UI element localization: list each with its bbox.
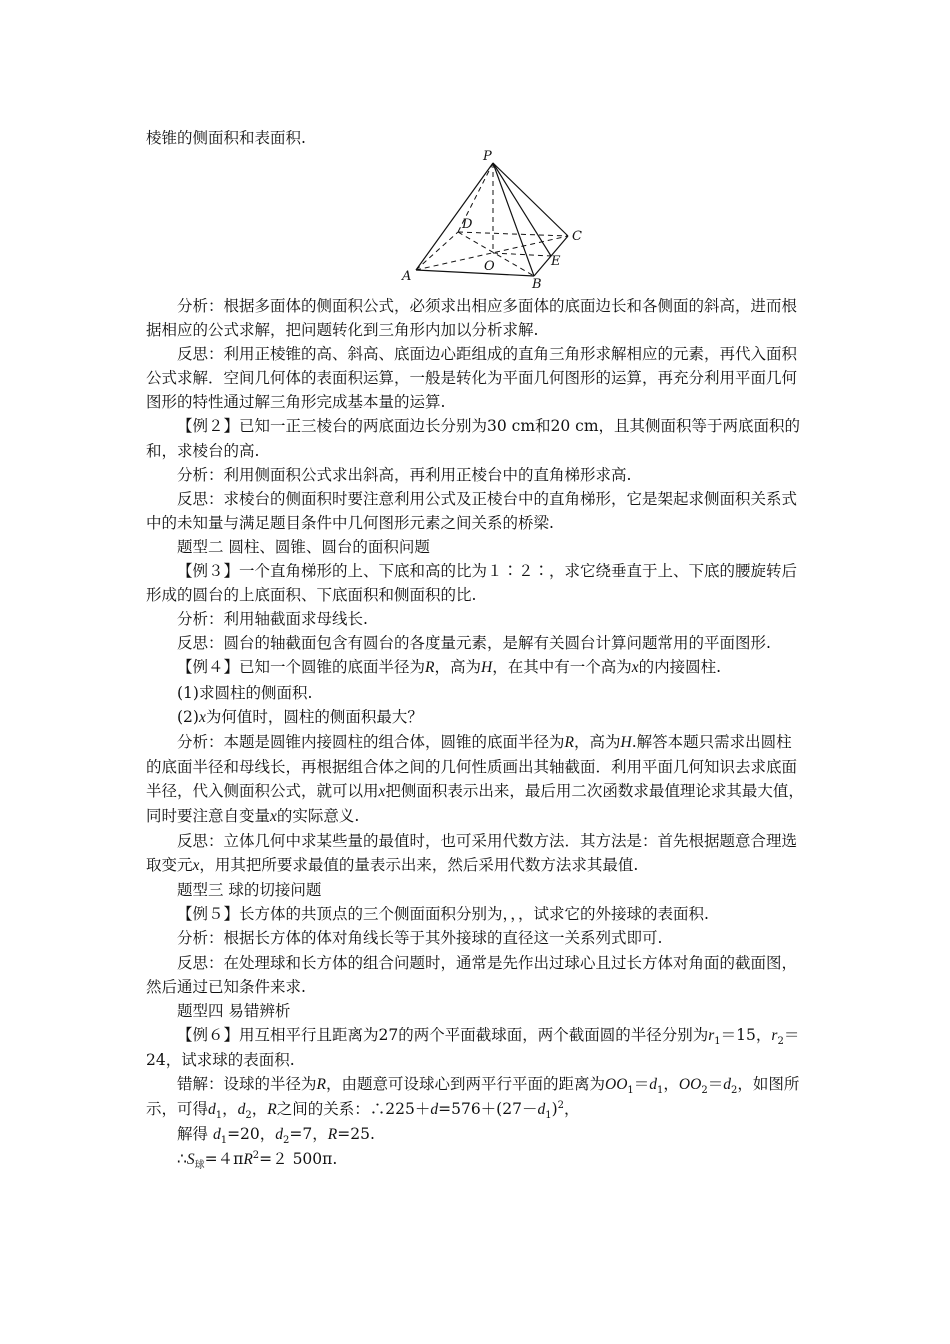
- edge-AD: [416, 232, 458, 270]
- edge-PC: [493, 163, 568, 236]
- label-B: B: [532, 277, 542, 289]
- paragraph-analysis-4: 分析：本题是圆锥内接圆柱的组合体，圆锥的底面半径为R，高为H.解答本题只需求出圆柱的底面半径和母线长，再根据组合体之间的几何性质画出其轴截面．利用平面几何知识去求底面半径，代入侧面积公式，就可以用x把侧面积表示出来，最后用二次函数求最值理论求其最大值，同时要注意自变量x的实际意义.: [146, 732, 804, 825]
- paragraph-analysis-3: 分析：利用轴截面求母线长.: [177, 610, 368, 629]
- paragraph-question-2: (2)x为何值时，圆柱的侧面积最大？: [177, 707, 423, 726]
- section-heading-type-4: 题型四 易错辨析: [177, 1001, 291, 1020]
- paragraph-reflection-3: 反思：圆台的轴截面包含有圆台的各度量元素，是解有关圆台计算问题常用的平面图形.: [177, 634, 771, 653]
- label-O: O: [484, 259, 495, 274]
- paragraph-reflection-5: 反思：在处理球和长方体的组合问题时，通常是先作出过球心且过长方体对角面的截面图，然后通过已知条件来求.: [146, 953, 798, 996]
- paragraph-example-3: 【例３】一个直角梯形的上、下底和高的比为１∶２∶，求它绕垂直于上、下底的腰旋转后形成的圆台的上底面积、下底面积和侧面积的比.: [146, 562, 798, 605]
- paragraph-analysis-5: 分析：根据长方体的体对角线长等于其外接球的直径这一关系列式即可.: [177, 929, 663, 948]
- paragraph-example-6: 【例６】用互相平行且距离为27的两个平面截球面，两个截面圆的半径分别为$r_1=15$，$r_2=24$，试求球的表面积.: [146, 1025, 800, 1069]
- intro-line: 棱锥的侧面积和表面积.: [146, 129, 306, 147]
- pyramid-figure: [396, 144, 596, 289]
- label-P: P: [483, 149, 492, 164]
- paragraph-question-1: (1)求圆柱的侧面积.: [177, 683, 313, 702]
- segment-OE: [493, 253, 551, 256]
- label-C: C: [572, 229, 582, 244]
- paragraph-analysis-1: 分析：根据多面体的侧面积公式，必须求出相应多面体的底面边长和各侧面的斜高，进而根据相应的公式求解，把问题转化到三角形内加以分析求解.: [146, 297, 798, 340]
- paragraph-example-5: 【例５】长方体的共顶点的三个侧面面积分别为，，，试求它的外接球的表面积.: [177, 905, 709, 924]
- section-heading-type-3: 题型三 球的切接问题: [177, 881, 322, 900]
- edge-DC: [458, 232, 568, 236]
- label-A: A: [402, 269, 412, 284]
- paragraph-reflection-2: 反思：求棱台的侧面积时要注意利用公式及正棱台中的直角梯形，它是架起求侧面积关系式中的未知量与满足题目条件中几何图形元素之间关系的桥梁.: [146, 489, 798, 532]
- paragraph-example-4: 【例４】已知一个圆锥的底面半径为R，高为H，在其中有一个高为x的内接圆柱.: [177, 658, 722, 677]
- diagonal-DB: [458, 232, 534, 276]
- paragraph-surface-area: $\therefore S_球=4\pi R^2=2$ 500π.: [177, 1150, 338, 1172]
- pyramid-diagram: [396, 144, 596, 289]
- paragraph-solve-result: 解得 $d_1=20$，$d_2=7$，R=25.: [177, 1125, 375, 1147]
- paragraph-reflection-1: 反思：利用正棱锥的高、斜高、底面边心距组成的直角三角形求解相应的元素，再代入面积公式求解．空间几何体的表面积运算，一般是转化为平面几何图形的运算，再充分利用平面几何图形的特性通过解三角形完成基本量的运算.: [146, 345, 798, 412]
- paragraph-reflection-4: 反思：立体几何中求某些量的最值时，也可采用代数方法．其方法是：首先根据题意合理选取变元x，用其把所要求最值的量表示出来，然后采用代数方法求其最值.: [146, 832, 798, 875]
- label-D: D: [462, 217, 473, 232]
- paragraph-example-2: 【例２】已知一正三棱台的两底面边长分别为30 cm和20 cm，且其侧面积等于两底面积的和，求棱台的高.: [146, 417, 801, 460]
- edge-AB: [416, 270, 534, 276]
- section-heading-type-2: 题型二 圆柱、圆锥、圆台的面积问题: [177, 537, 430, 556]
- label-E: E: [551, 254, 561, 269]
- paragraph-wrong-solution: 错解：设球的半径为R，由题意可设球心到两平行平面的距离为$OO_1=d_1$，$OO_2=d_2$，如图所示，可得$d_1$，$d_2$，R之间的关系：$\therefore 225+d=576+(27-d_1)^2$，: [146, 1075, 800, 1122]
- edge-PA: [416, 163, 493, 270]
- paragraph-analysis-2: 分析：利用侧面积公式求出斜高，再利用正棱台中的直角梯形求高.: [177, 465, 632, 484]
- text-block-main: [146, 294, 806, 1172]
